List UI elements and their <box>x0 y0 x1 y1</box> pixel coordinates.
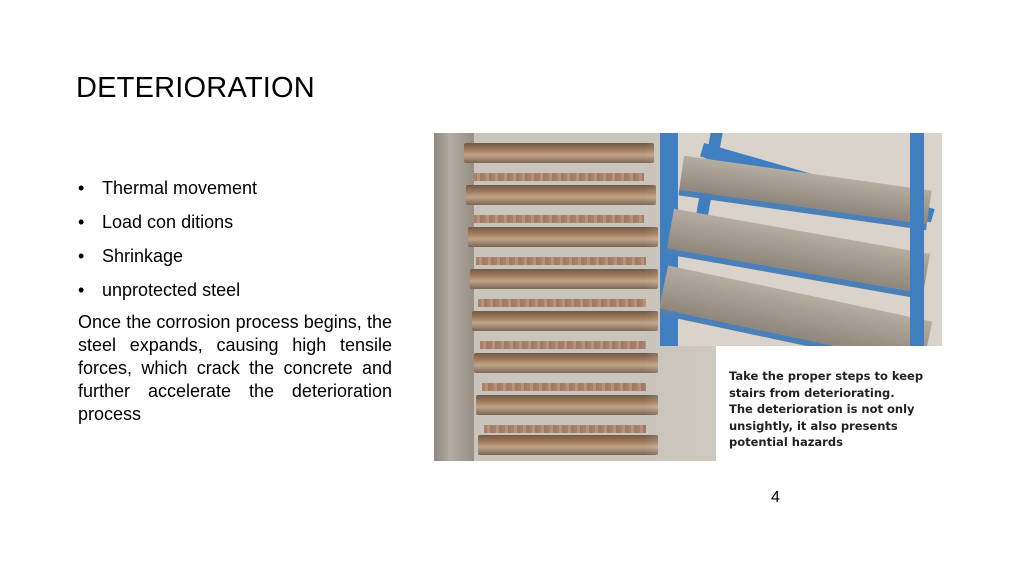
caption-line: stairs from deteriorating. <box>729 385 895 400</box>
slide-title: DETERIORATION <box>76 72 315 104</box>
body-paragraph: Once the corrosion process begins, the steel expands, causing high tensile forces, which crack the concrete and further accelerate the deterioration process <box>78 312 392 424</box>
bullet-list <box>78 176 394 312</box>
bullet-item: • Shrinkage <box>78 244 394 278</box>
blue-steel-stair-photo <box>660 133 942 346</box>
caption-line: Take the proper steps to keep <box>729 369 924 383</box>
page-number: 4 <box>771 489 780 506</box>
caption-line: potential hazards <box>729 435 843 449</box>
bullet-item: • Load con ditions <box>78 210 394 244</box>
caption-line: The deterioration is not only <box>729 402 915 416</box>
bullet-item: • unprotected steel <box>78 278 394 312</box>
photo-caption <box>729 368 934 451</box>
bullet-item: • Thermal movement <box>78 176 394 210</box>
stair-stringer <box>434 133 474 461</box>
caption-line: unsightly, it also presents <box>729 418 898 433</box>
